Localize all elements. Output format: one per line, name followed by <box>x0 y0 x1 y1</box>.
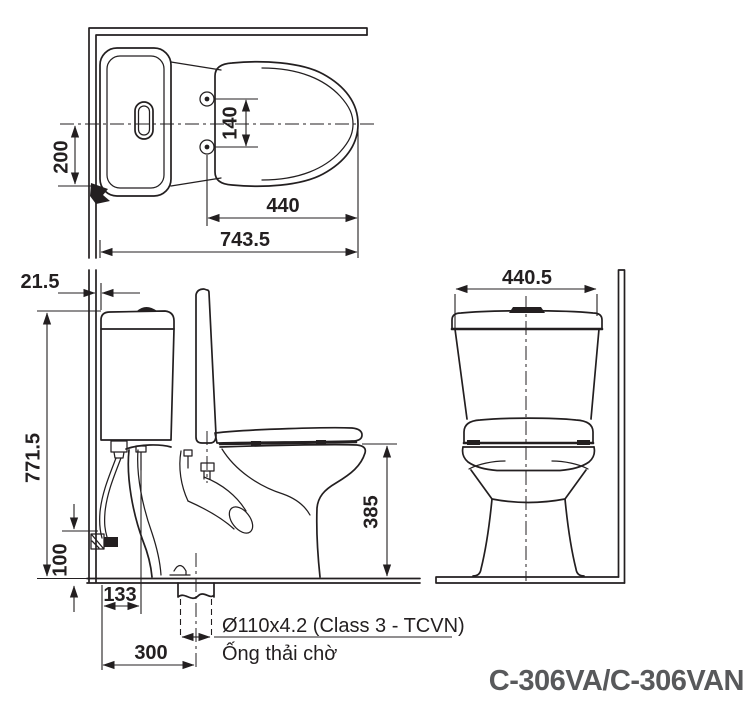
front-seat <box>464 418 593 443</box>
front-hinge-right <box>577 440 590 445</box>
side-tank-lid <box>101 311 174 329</box>
front-rim-body <box>463 447 595 471</box>
dim-140-label: 140 <box>219 106 242 140</box>
side-supply-fitting <box>111 441 127 458</box>
dim-771-label: 771.5 <box>22 432 45 484</box>
front-wall-lines <box>619 270 625 583</box>
side-weir-curve <box>180 451 188 501</box>
dim-743-label: 743.5 <box>219 229 271 251</box>
side-trapway-outlet <box>225 503 258 538</box>
front-tank-lid <box>452 311 602 329</box>
front-floor-lines <box>436 577 625 583</box>
pipe-note-spec: Ø110x4.2 (Class 3 - TCVN) <box>222 615 465 637</box>
front-bowl-wing-lines <box>469 461 588 469</box>
front-view <box>436 267 625 583</box>
side-raised-lid <box>196 289 216 443</box>
side-view <box>21 270 465 670</box>
dim-440-5-label: 440.5 <box>501 267 553 289</box>
side-bowl-front-profile <box>220 445 365 577</box>
model-label: C-306VA/C-306VAN <box>488 665 744 697</box>
front-hinge-left <box>467 440 480 445</box>
side-flush-button <box>137 307 157 311</box>
pipe-note-name: Ống thải chờ <box>222 643 338 665</box>
side-angle-valve-knob <box>104 537 118 547</box>
side-base-bolt-cap <box>170 566 190 576</box>
side-bowl-interior-curve <box>222 449 310 515</box>
plan-flush-button-outer <box>135 102 153 139</box>
front-pedestal <box>473 499 584 576</box>
plan-hinge-bolt-bottom-center <box>205 145 210 150</box>
dim-100-label: 100 <box>49 543 72 577</box>
side-foot-outer <box>128 450 152 577</box>
side-tank-body <box>101 329 174 440</box>
dim-385-label: 385 <box>360 495 383 529</box>
front-bowl-taper <box>471 470 586 503</box>
front-tank-sides <box>455 329 599 419</box>
side-seat <box>215 428 362 443</box>
side-deck-line <box>126 445 171 449</box>
dim-21-label: 21.5 <box>20 271 60 293</box>
front-flush-button <box>509 307 545 313</box>
plan-wall-outer-line <box>89 28 367 258</box>
dim-200-label: 200 <box>50 140 73 174</box>
dim-133-label: 133 <box>103 584 137 606</box>
plan-hinge-bolt-top-center <box>205 97 210 102</box>
dim-440-label: 440 <box>266 195 300 217</box>
side-supply-hose <box>100 458 121 538</box>
dim-300-label: 300 <box>134 642 168 664</box>
side-floor-lines <box>87 579 420 584</box>
plan-view <box>50 28 374 258</box>
side-trapway-tube <box>188 477 246 529</box>
side-deck-bolt <box>184 450 192 468</box>
plan-flush-button-inner <box>139 106 150 135</box>
